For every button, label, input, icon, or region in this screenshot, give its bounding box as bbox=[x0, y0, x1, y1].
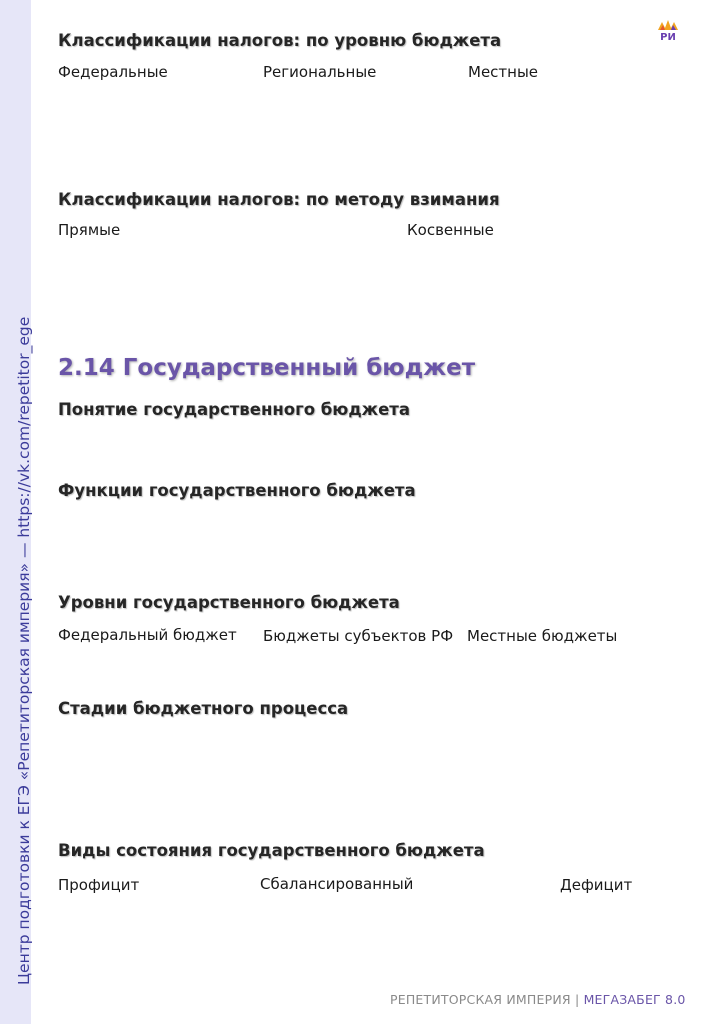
tax-method-indirect: Косвенные bbox=[407, 221, 494, 239]
footer-left: РЕПЕТИТОРСКАЯ ИМПЕРИЯ bbox=[390, 992, 571, 1007]
budget-state-balanced: Сбалансированный bbox=[260, 875, 414, 893]
tax-method-heading: Классификации налогов: по методу взимания bbox=[58, 190, 500, 209]
budget-level-subjects: Бюджеты субъектов РФ bbox=[263, 627, 454, 645]
footer-separator: | bbox=[574, 992, 580, 1007]
section-title: 2.14 Государственный бюджет bbox=[58, 355, 476, 381]
budget-process-heading: Стадии бюджетного процесса bbox=[58, 699, 349, 718]
budget-states-heading: Виды состояния государственного бюджета bbox=[58, 841, 485, 860]
budget-levels-heading: Уровни государственного бюджета bbox=[58, 593, 400, 612]
budget-level-local: Местные бюджеты bbox=[467, 627, 618, 645]
footer-brand: МЕГАЗАБЕГ 8.0 bbox=[583, 992, 686, 1007]
logo-text: РИ bbox=[660, 32, 676, 43]
tax-method-direct: Прямые bbox=[58, 221, 121, 239]
footer bbox=[390, 992, 686, 1007]
budget-level-federal: Федеральный бюджет bbox=[58, 626, 237, 644]
sidebar-caption: Центр подготовки к ЕГЭ «Репетиторская империя» — https://vk.com/repetitor_ege bbox=[15, 316, 33, 985]
budget-state-surplus: Профицит bbox=[58, 876, 140, 894]
budget-functions-heading: Функции государственного бюджета bbox=[58, 481, 416, 500]
tax-budget-level-heading: Классификации налогов: по уровню бюджета bbox=[58, 31, 502, 50]
budget-concept-heading: Понятие государственного бюджета bbox=[58, 400, 410, 419]
tax-item-regional: Региональные bbox=[263, 63, 377, 81]
tax-item-federal: Федеральные bbox=[58, 63, 168, 81]
budget-state-deficit: Дефицит bbox=[560, 876, 633, 894]
tax-item-local: Местные bbox=[468, 63, 539, 81]
